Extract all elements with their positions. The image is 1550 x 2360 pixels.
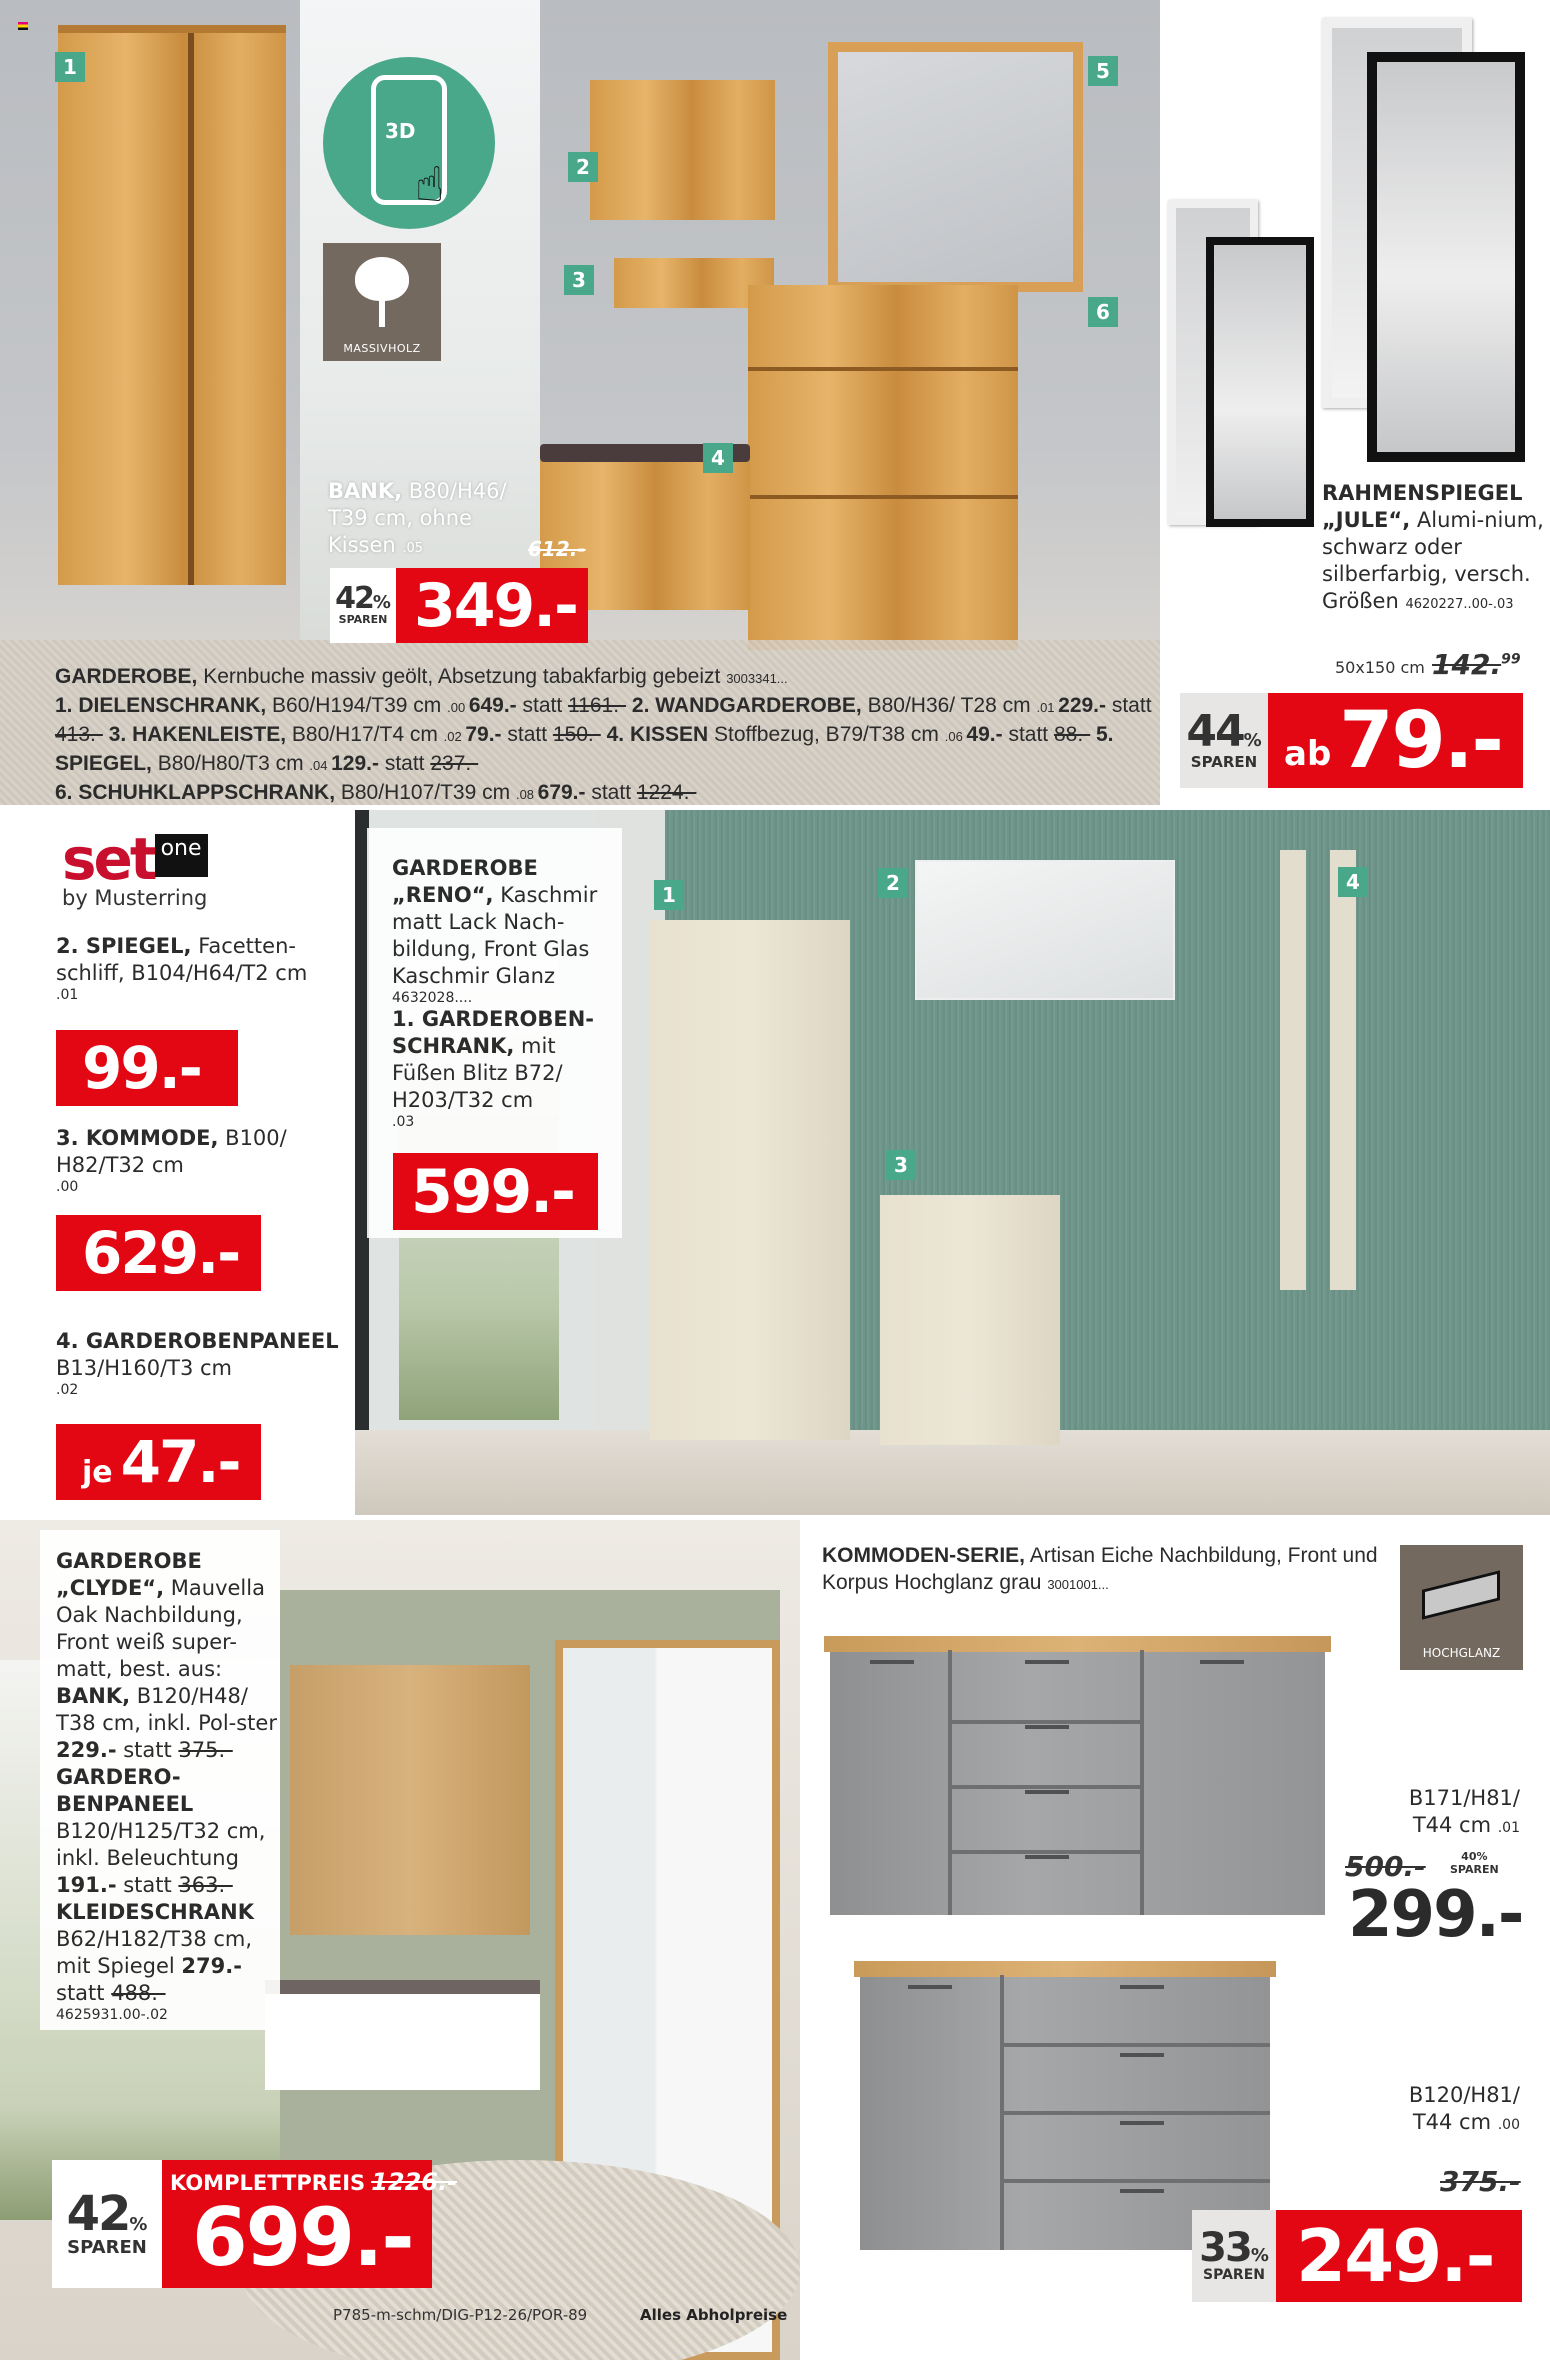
- kommode-item: [56, 1125, 346, 1195]
- dims-line-1: B120/H81/: [1408, 2083, 1520, 2107]
- item-price: 229.-: [1058, 694, 1107, 717]
- item-article: .01: [1036, 700, 1059, 715]
- statt-label: statt: [1002, 723, 1054, 746]
- item-desc: B13/H160/T3 cm: [56, 1356, 233, 1380]
- item-article: .01: [56, 987, 79, 1003]
- price-value: 47.-: [120, 1428, 240, 1496]
- jule-mirror-photo: [1162, 0, 1550, 480]
- item-name: KLEIDESCHRANK: [56, 1900, 254, 1924]
- item-old-price: 237.-: [430, 752, 479, 775]
- price-prefix: ab: [1284, 734, 1332, 774]
- kommode-2-old-price: 375.-: [1440, 2165, 1521, 2198]
- glossy-plate-icon: [1422, 1570, 1500, 1619]
- footer-note: Alles Abholpreise: [640, 2306, 788, 2324]
- clyde-article: 4625931.00-.02: [56, 2007, 168, 2023]
- clyde-save-badge: [52, 2160, 162, 2288]
- komplettpreis-label: KOMPLETTPREIS: [170, 2171, 366, 2195]
- save-percent: 33: [1199, 2225, 1251, 2272]
- statt-label: statt: [501, 723, 553, 746]
- kommoden-desc: Artisan Eiche Nachbildung, Front und Korpus Hochglanz grau: [822, 1544, 1378, 1594]
- wandgarderobe-image: [590, 80, 775, 220]
- item-article: .01: [1497, 1820, 1520, 1836]
- kommode-1-price: 299.-: [1348, 1878, 1523, 1952]
- save-percent: 44: [1186, 706, 1244, 758]
- kommode-1-save: [1450, 1850, 1499, 1876]
- statt-label: statt: [116, 1873, 179, 1897]
- kommode-2-price: 249.-: [1276, 2210, 1522, 2302]
- statt-label: statt: [585, 781, 637, 804]
- kommode-1-old-price: 500.-: [1345, 1850, 1426, 1883]
- item-desc: B120/H48/ T38 cm, inkl. Pol-ster: [56, 1684, 277, 1735]
- garderobenpaneel-image: [290, 1665, 530, 1935]
- item-price: 129.-: [331, 752, 379, 775]
- item-name: 5. SPIEGEL,: [55, 723, 1114, 775]
- number-badge-1: 1: [55, 52, 85, 82]
- item-price: 191.-: [56, 1873, 117, 1897]
- percent-sign: %: [129, 2214, 148, 2236]
- item-desc: B120/H125/T32 cm, inkl. Beleuchtung: [56, 1819, 266, 1870]
- print-mark-icon: [18, 22, 28, 30]
- spiegel-item: [56, 933, 346, 1003]
- reno-item-article: .03: [392, 1114, 415, 1130]
- number-badge-2: 2: [878, 868, 908, 898]
- number-badge-5: 5: [1088, 56, 1118, 86]
- item-dims: B80/H107/T39 cm: [335, 781, 516, 804]
- number-badge-4: 4: [1338, 867, 1368, 897]
- bank-description: [328, 478, 507, 562]
- dielenschrank-image: [58, 25, 286, 585]
- number-badge-1: 1: [654, 880, 684, 910]
- clyde-description: [56, 1548, 278, 2023]
- item-article: .02: [443, 729, 466, 744]
- bank-old-price: 612.-: [528, 537, 586, 561]
- item-article: .08: [515, 787, 538, 802]
- dims-line-1: B171/H81/: [1408, 1786, 1520, 1810]
- item-article: .00: [1497, 2117, 1520, 2133]
- jule-save-badge: [1180, 693, 1268, 788]
- item-name: GARDERO-BENPANEEL: [56, 1765, 194, 1816]
- item-old-price: 488.-: [111, 1981, 166, 2005]
- item-title: 3. KOMMODE,: [56, 1126, 219, 1150]
- clyde-title: GARDEROBE: [56, 1549, 202, 1573]
- save-label: SPAREN: [1190, 753, 1258, 772]
- item-desc: B100/ H82/T32 cm: [56, 1126, 287, 1177]
- reno-price: 599.-: [393, 1153, 598, 1230]
- reno-paneel-image: [1280, 850, 1306, 1290]
- item-old-price: 363.-: [178, 1873, 233, 1897]
- mirror-black-small: [1206, 237, 1314, 527]
- item-old-price: 413.-: [55, 723, 103, 746]
- bank-article: .05: [402, 541, 424, 556]
- number-badge-3: 3: [886, 1150, 916, 1180]
- save-label: SPAREN: [67, 2237, 147, 2259]
- dims-line-2: T44 cm: [1412, 1813, 1492, 1837]
- paneel-price: [56, 1424, 261, 1500]
- kommoden-title: KOMMODEN-SERIE,: [822, 1544, 1026, 1567]
- item-old-price: 375.-: [178, 1738, 233, 1762]
- percent-sign: %: [372, 592, 391, 614]
- item-price: 229.-: [56, 1738, 117, 1762]
- reno-kommode-image: [880, 1195, 1060, 1445]
- item-price: 79.-: [465, 723, 502, 746]
- reno-item-title: 1. GARDEROBEN-SCHRANK,: [392, 1007, 595, 1058]
- old-price-value: 142.: [1432, 648, 1502, 681]
- number-badge-3: 3: [564, 265, 594, 295]
- statt-label: statt: [116, 1738, 179, 1762]
- item-dims: Stoffbezug, B79/T38 cm: [708, 723, 945, 746]
- percent-sign: %: [1243, 730, 1262, 752]
- komplettpreis-old: 1226.-: [371, 2168, 458, 2196]
- logo-by-musterring: by Musterring: [62, 886, 208, 910]
- bank-dims-3: Kissen: [328, 533, 396, 557]
- save-percent: 42: [335, 581, 373, 617]
- item-name: 2. WANDGARDEROBE,: [631, 694, 862, 717]
- item-name: 1. DIELENSCHRANK,: [55, 694, 267, 717]
- number-badge-2: 2: [568, 152, 598, 182]
- reno-name: „RENO“,: [392, 883, 494, 907]
- number-badge-4: 4: [703, 443, 733, 473]
- item-article: .04: [309, 758, 332, 773]
- bank-price: 349.-: [396, 568, 588, 643]
- jule-size: 50x150 cm: [1335, 658, 1425, 677]
- clyde-desc: Mauvella Oak Nachbildung, Front weiß super-matt, best. aus:: [56, 1576, 265, 1681]
- bank-save-badge: [330, 568, 396, 643]
- kommoden-article: 3001001...: [1047, 1577, 1109, 1592]
- bank-dims-2: T39 cm, ohne: [328, 506, 472, 530]
- clyde-bank-image: [265, 1980, 540, 2090]
- save-label: SPAREN: [338, 613, 388, 627]
- schuhklappschrank-image: [748, 285, 1018, 650]
- item-article: .00: [56, 1179, 79, 1195]
- item-dims: B80/H36/ T28 cm: [861, 694, 1037, 717]
- kommode-small-image: [860, 1975, 1270, 2250]
- tree-icon: [355, 257, 409, 327]
- price-value: 699.-: [192, 2191, 413, 2284]
- bank-dims: B80/H46/: [402, 479, 507, 503]
- logo-one: one: [155, 834, 208, 877]
- price-value: 79.-: [1339, 695, 1502, 786]
- percent-sign: %: [1250, 2245, 1269, 2267]
- item-name: BANK,: [56, 1684, 131, 1708]
- item-dims: B60/H194/T39 cm: [266, 694, 448, 717]
- number-badge-6: 6: [1088, 297, 1118, 327]
- jule-name: „JULE“,: [1322, 508, 1411, 532]
- item-name: 4. KISSEN: [606, 723, 709, 746]
- setone-logo: [62, 825, 208, 910]
- item-article: .00: [447, 700, 469, 715]
- reno-item-desc: mit Füßen Blitz B72/ H203/T32 cm: [392, 1034, 563, 1112]
- dims-line-2: T44 cm: [1412, 2110, 1492, 2134]
- reno-description: [392, 855, 622, 1130]
- item-name: 3. HAKENLEISTE,: [108, 723, 287, 746]
- item-price: 649.-: [468, 694, 517, 717]
- garderobenschrank-image: [650, 920, 850, 1440]
- item-old-price: 1161.-: [568, 694, 627, 717]
- statt-label: statt: [516, 694, 569, 717]
- kommode-2-dims: [1398, 2082, 1520, 2139]
- spiegel-image: [828, 42, 1083, 292]
- item-article: .02: [56, 1382, 79, 1398]
- jule-description: [1322, 480, 1547, 618]
- ar-3d-view-button[interactable]: [323, 57, 495, 229]
- statt-label: statt: [378, 752, 431, 775]
- reno-spiegel-image: [915, 860, 1175, 1000]
- item-old-price: 150.-: [552, 723, 601, 746]
- jule-article: 4620227..00-.03: [1405, 597, 1514, 612]
- statt-label: statt: [1106, 694, 1152, 717]
- kommode-large-image: [830, 1650, 1325, 1915]
- kommode-2-save-badge: [1192, 2210, 1276, 2302]
- logo-set: set: [62, 825, 155, 893]
- reno-paneel-image: [1330, 850, 1356, 1290]
- old-price-cents: 99: [1501, 651, 1521, 668]
- kommode-1-dims: [1398, 1785, 1520, 1842]
- item-desc: B62/H182/T38 cm, mit Spiegel: [56, 1927, 253, 1978]
- item-price: 279.-: [181, 1954, 242, 1978]
- item-title: 2. SPIEGEL,: [56, 934, 192, 958]
- item-dims: B80/H80/T3 cm: [151, 752, 310, 775]
- bank-title: BANK,: [328, 479, 403, 503]
- hochglanz-badge: [1400, 1545, 1523, 1670]
- paneel-item: [56, 1328, 346, 1398]
- item-name: 6. SCHUHKLAPPSCHRANK,: [55, 781, 336, 804]
- ar-3d-label: 3D: [385, 119, 416, 143]
- tap-hand-icon: ☝: [415, 157, 445, 213]
- reno-desc: Kaschmir matt Lack Nach-bildung, Front Glas Kaschmir Glanz: [392, 883, 598, 988]
- price-prefix: je: [82, 1455, 113, 1490]
- footer-code: P785-m-schm/DIG-P12-26/POR-89: [333, 2306, 588, 2324]
- item-price: 49.-: [966, 723, 1003, 746]
- item-price: 679.-: [537, 781, 586, 804]
- item-old-price: 1224.-: [636, 781, 697, 804]
- save-label: SPAREN: [1450, 1863, 1499, 1876]
- item-dims: B80/H17/T4 cm: [286, 723, 444, 746]
- clyde-price: [162, 2160, 458, 2288]
- garderobe-article: 3003341...: [726, 671, 788, 686]
- jule-desc: Alumi-nium, schwarz oder silberfarbig, versch. Größen: [1322, 508, 1544, 613]
- jule-old-price: [1432, 648, 1521, 681]
- statt-label: statt: [56, 1981, 112, 2005]
- clyde-name: „CLYDE“,: [56, 1576, 165, 1600]
- item-old-price: 88.-: [1053, 723, 1091, 746]
- save-label: SPAREN: [1203, 2267, 1265, 2284]
- garderobe-title: GARDEROBE,: [55, 665, 198, 688]
- massivholz-badge: [323, 243, 441, 361]
- garderobe-subtitle: Kernbuche massiv geölt, Absetzung tabakfarbig gebeizt: [197, 665, 727, 688]
- garderobe-description: [55, 663, 1155, 808]
- kommoden-description: [822, 1542, 1382, 1598]
- spiegel-price: 99.-: [56, 1030, 238, 1106]
- reno-title: GARDEROBE: [392, 856, 538, 880]
- save-percent: 40%: [1461, 1850, 1488, 1863]
- jule-title: RAHMENSPIEGEL: [1322, 481, 1523, 505]
- massivholz-label: MASSIVHOLZ: [343, 342, 421, 355]
- item-desc: Facetten-schliff, B104/H64/T2 cm: [56, 934, 308, 985]
- jule-price: [1268, 693, 1523, 788]
- hochglanz-label: HOCHGLANZ: [1422, 1646, 1501, 1660]
- item-article: .06: [944, 729, 967, 744]
- save-percent: 42: [66, 2186, 130, 2243]
- reno-article: 4632028....: [392, 990, 473, 1006]
- mirror-black-large: [1367, 52, 1525, 462]
- kommode-price: 629.-: [56, 1215, 261, 1291]
- item-title: 4. GARDEROBENPANEEL: [56, 1329, 339, 1353]
